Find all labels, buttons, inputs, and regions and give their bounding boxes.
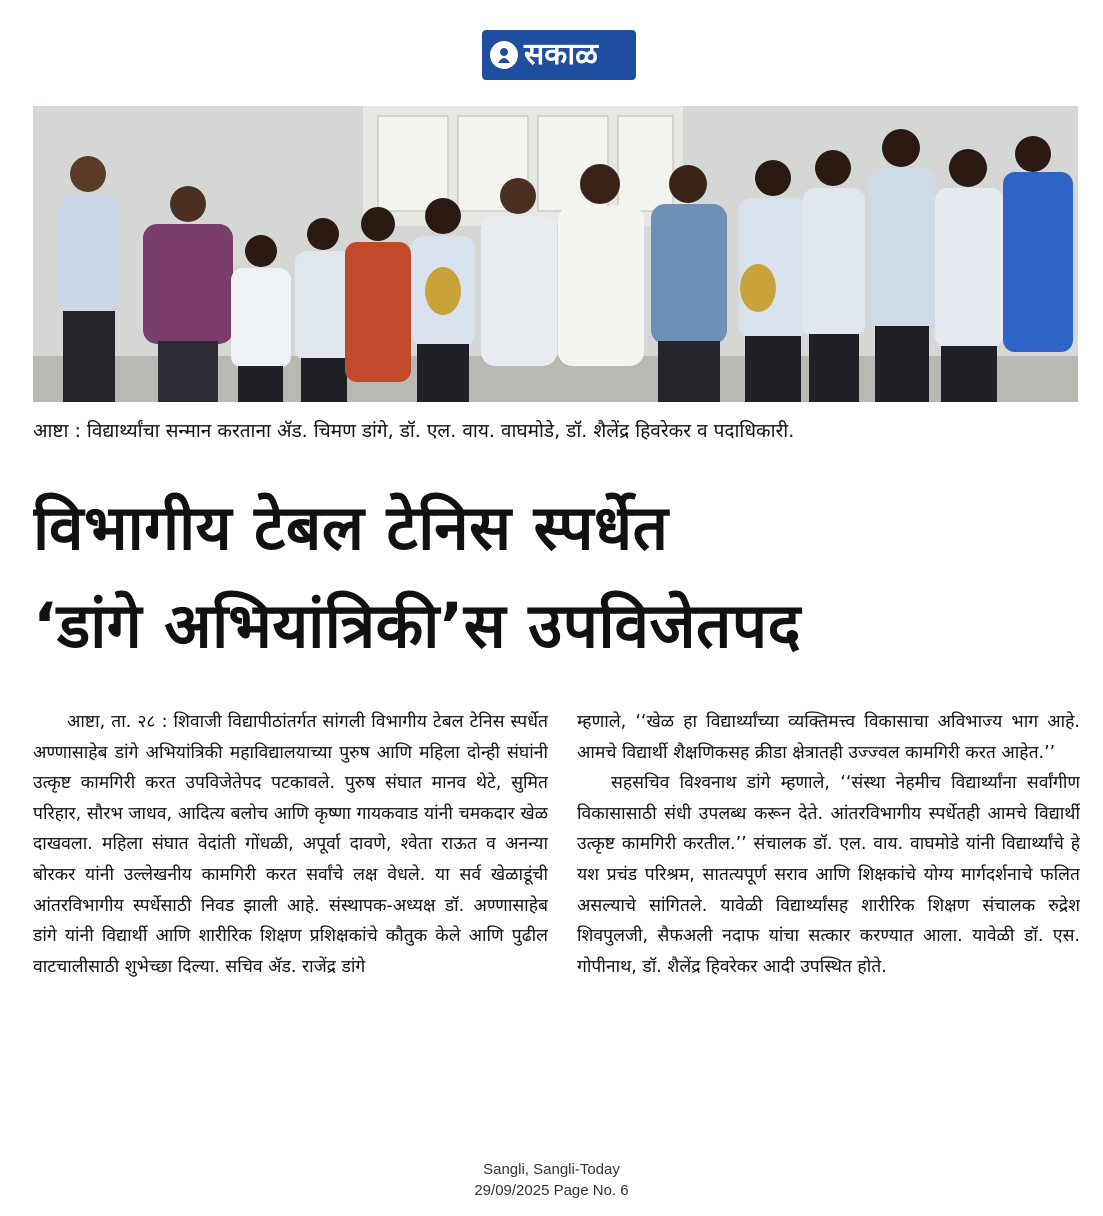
masthead-title: सकाळ <box>524 37 598 72</box>
headline-line-1: विभागीय टेबल टेनिस स्पर्धेत <box>33 491 669 564</box>
article-paragraph: म्हणाले, ‘‘खेळ हा विद्यार्थ्यांच्या व्यक्तिमत्त्व विकासाचा अविभाज्य भाग आहे. आमचे विद्यार्थी शैक्षणिकसह क्रीडा क्षेत्रातही उज्ज्वल कामगिरी करत आहेत.’’ <box>577 712 1080 763</box>
photo-caption: आष्टा : विद्यार्थ्यांचा सन्मान करताना ॲड. चिमण डांगे, डॉ. एल. वाय. वाघमोडे, डॉ. शैलेंद्र हिवरेकर व पदाधिकारी. <box>33 420 795 442</box>
masthead-logo <box>482 30 636 80</box>
article-column-right <box>577 707 1080 1157</box>
group-photo <box>33 106 1078 402</box>
headline-line-2: ‘डांगे अभियांत्रिकी’स उपविजेतपद <box>33 589 802 662</box>
article-column-left <box>33 707 548 1157</box>
article-paragraph: आष्टा, ता. २८ : शिवाजी विद्यापीठांतर्गत सांगली विभागीय टेबल टेनिस स्पर्धेत अण्णासाहेब डांगे अभियांत्रिकी महाविद्यालयाच्या पुरुष आणि महिला दोन्ही संघांनी उत्कृष्ट कामगिरी करत उपविजेतेपद पटकावले. पुरुष संघात मानव थेटे, सुमित परिहार, सौरभ जाधव, आदित्य बलोच आणि कृष्णा गायकवाड यांनी चमकदार खेळ दाखवला. महिला संघात वेदांती गोंधळी, अपूर्वा दावणे, श्वेता राऊत व अनन्या बोरकर यांनी उल्लेखनीय कामगिरी करत सर्वांचे लक्ष वेधले. या सर्व खेळाडूंची आंतरविभागीय स्पर्धेसाठी निवड झाली आहे. संस्थापक-अध्यक्ष डॉ. अण्णासाहेब डांगे यांनी विद्यार्थी आणि शारीरिक शिक्षण प्रशिक्षकांचे कौतुक केले आणि पुढील वाटचालीसाठी शुभेच्छा दिल्या. सचिव ॲड. राजेंद्र डांगे <box>33 712 548 977</box>
logo-emblem-icon <box>490 41 518 69</box>
footer-edition: Sangli, Sangli-Today <box>483 1161 620 1178</box>
footer-date-page: 29/09/2025 Page No. 6 <box>474 1182 629 1199</box>
article-paragraph: सहसचिव विश्वनाथ डांगे म्हणाले, ‘‘संस्था नेहमीच विद्यार्थ्यांना सर्वांगीण विकासासाठी संधी उपलब्ध करून देते. आंतरविभागीय स्पर्धेतही आमचे विद्यार्थी उत्कृष्ट कामगिरी करतील.’’ संचालक डॉ. एल. वाय. वाघमोडे यांनी विद्यार्थ्यांचे हे यश प्रचंड परिश्रम, सातत्यपूर्ण सराव आणि शिक्षकांचे योग्य मार्गदर्शनाचे फलित असल्याचे सांगितले. यावेळी विद्यार्थ्यांसह शारीरिक शिक्षण संचालक रुद्रेश शिवपुलजी, सैफअली नदाफ यांचा सत्कार करण्यात आला. यावेळी डॉ. एस. गोपीनाथ, डॉ. शैलेंद्र हिवरेकर आदी उपस्थित होते. <box>577 773 1080 977</box>
